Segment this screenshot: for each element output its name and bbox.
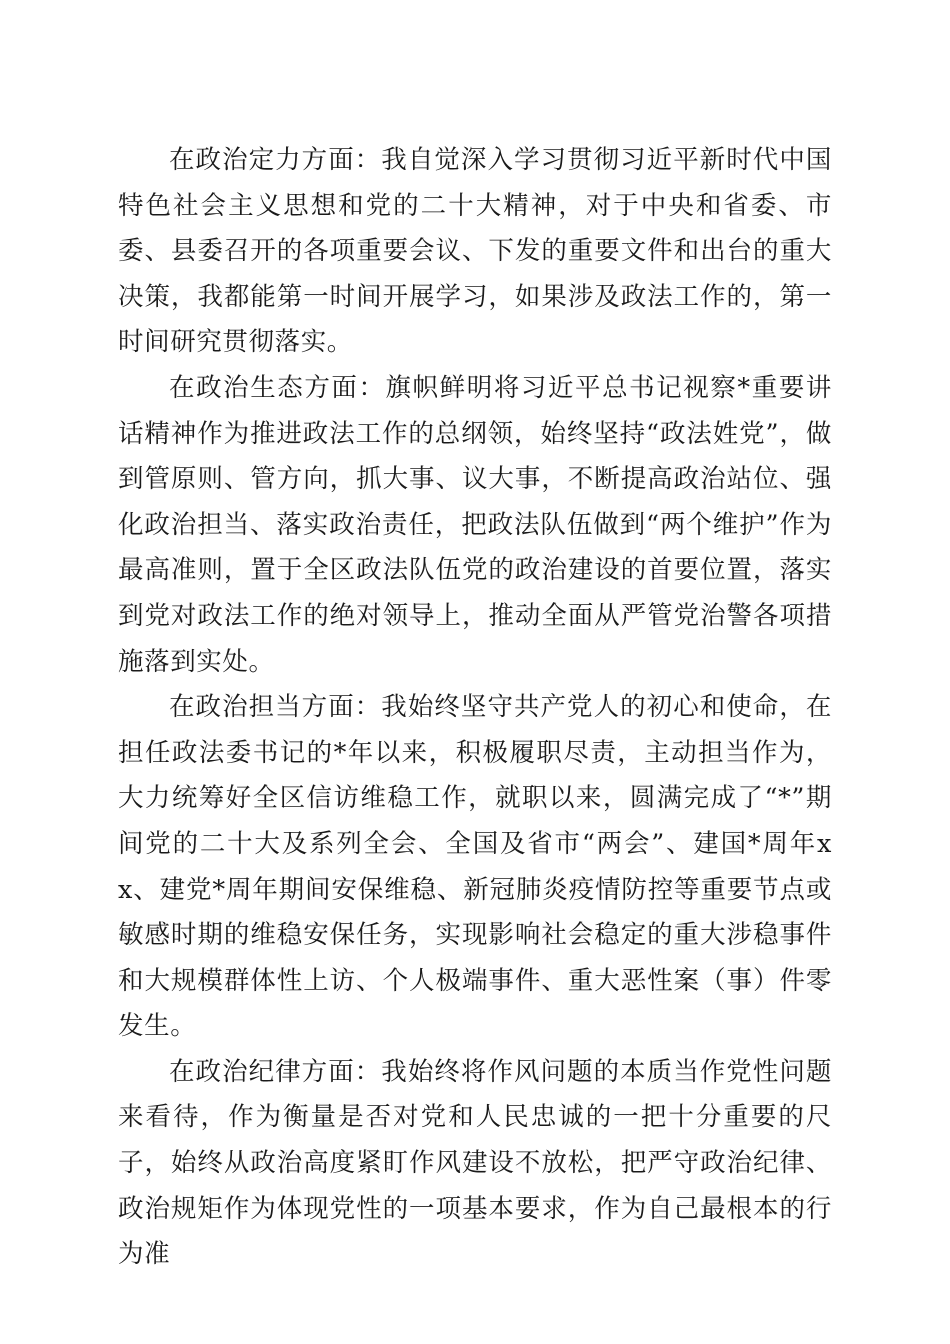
paragraph-political-discipline: 在政治纪律方面：我始终将作风问题的本质当作党性问题来看待，作为衡量是否对党和人民忠诚的一把十分重要的尺子，始终从政治高度紧盯作风建设不放松，把严守政治纪律、政治规矩作为体现党性的一项基本要求，作为自己最根本的行为准 [118,1056,832,1270]
paragraph-political-responsibility: 在政治担当方面：我始终坚守共产党人的初心和使命，在担任政法委书记的*年以来，积极履职尽责，主动担当作为，大力统筹好全区信访维稳工作，就职以来，圆满完成了“*”期间党的二十大及系列全会、全国及省市“两会”、建国*周年xx、建党*周年期间安保维稳、新冠肺炎疫情防控等重要节点或敏感时期的维稳安保任务，实现影响社会稳定的重大涉稳事件和大规模群体性上访、个人极端事件、重大恶性案（事）件零发生。 [118,692,832,1042]
document-body [118,138,832,1278]
paragraph-political-stability: 在政治定力方面：我自觉深入学习贯彻习近平新时代中国特色社会主义思想和党的二十大精神，对于中央和省委、市委、县委召开的各项重要会议、下发的重要文件和出台的重大决策，我都能第一时间开展学习，如果涉及政法工作的，第一时间研究贯彻落实。 [118,145,832,358]
paragraph-political-ecology: 在政治生态方面：旗帜鲜明将习近平总书记视察*重要讲话精神作为推进政法工作的总纲领，始终坚持“政法姓党”，做到管原则、管方向，抓大事、议大事，不断提高政治站位、强化政治担当、落实政治责任，把政法队伍做到“两个维护”作为最高准则，置于全区政法队伍党的政治建设的首要位置，落实到党对政法工作的绝对领导上，推动全面从严管党治警各项措施落到实处。 [118,372,832,677]
